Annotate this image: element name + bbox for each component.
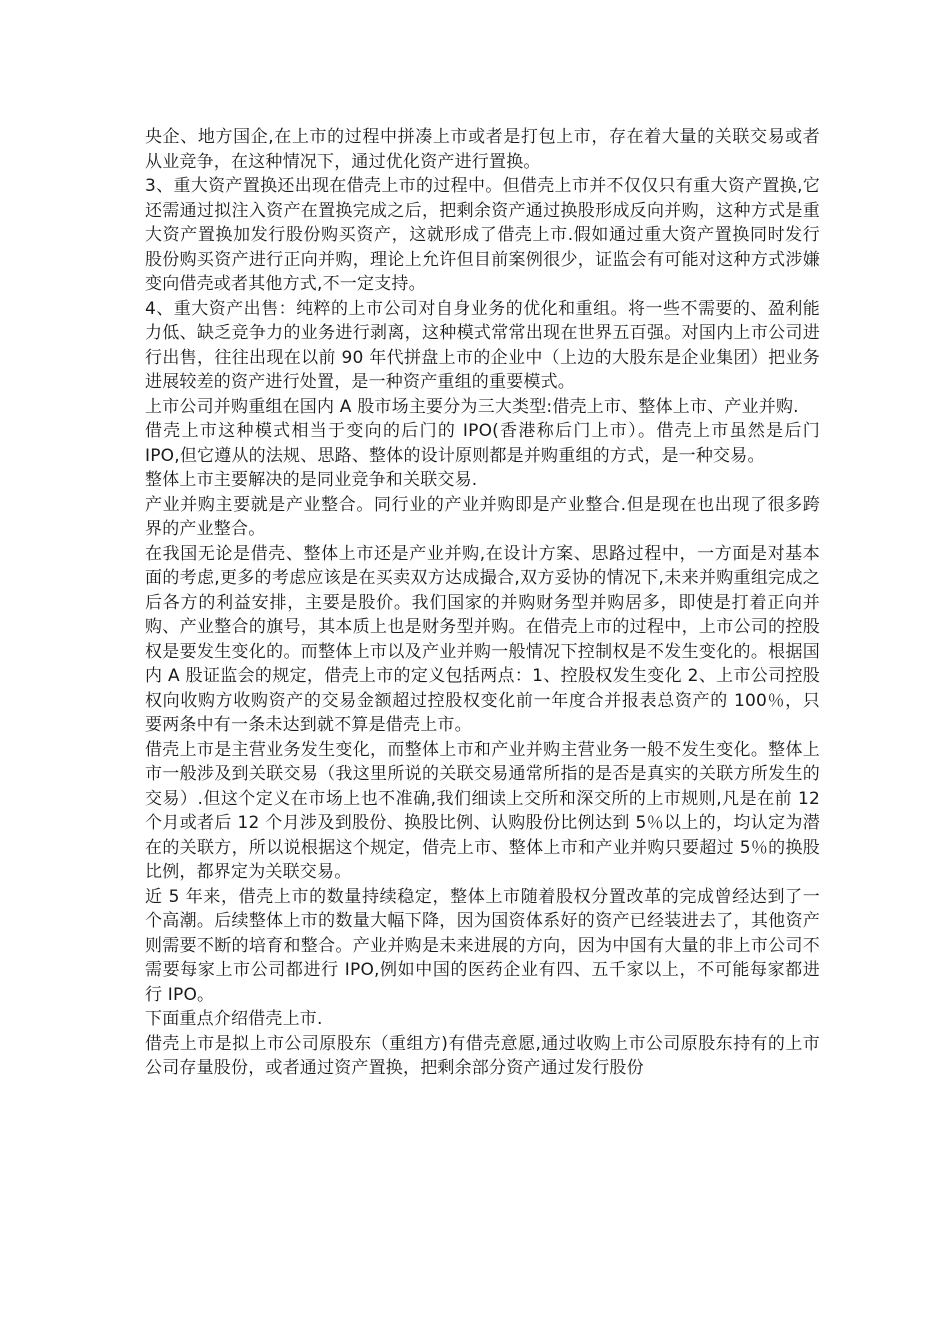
- paragraph-10: 近 5 年来，借壳上市的数量持续稳定，整体上市随着股权分置改革的完成曾经达到了一个高潮。后续整体上市的数量大幅下降，因为国资体系好的资产已经装进去了，其他资产则需要不断的培育和整合。产业并购是未来进展的方向，因为中国有大量的非上市公司不需要每家上市公司都进行 IPO,例如中国的医药企业有四、五千家以上，不可能每家都进行 IPO。: [145, 886, 820, 1005]
- document-body: [145, 125, 820, 1081]
- paragraph-7: 产业并购主要就是产业整合。同行业的产业并购即是产业整合.但是现在也出现了很多跨界的产业整合。: [145, 494, 820, 539]
- paragraph-9: 借壳上市是主营业务发生变化，而整体上市和产业并购主营业务一般不发生变化。整体上市一般涉及到关联交易（我这里所说的关联交易通常所指的是否是真实的关联方所发生的交易）.但这个定义在市场上也不准确,我们细读上交所和深交所的上市规则,凡是在前 12 个月或者后 12 个月涉及到股份、换股比例、认购股份比例达到 5％以上的，均认定为潜在的关联方，所以说根据这个规定，借壳上市、整体上市和产业并购只要超过 5％的换股比例，都界定为关联交易。: [145, 739, 820, 882]
- paragraph-2: 3、重大资产置换还出现在借壳上市的过程中。但借壳上市并不仅仅只有重大资产置换,它还需通过拟注入资产在置换完成之后，把剩余资产通过换股形成反向并购，这种方式是重大资产置换加发行股份购买资产，这就形成了借壳上市.假如通过重大资产置换同时发行股份购买资产进行正向并购，理论上允许但目前案例很少，证监会有可能对这种方式涉嫌变向借壳或者其他方式,不一定支持。: [145, 176, 820, 294]
- paragraph-4: 上市公司并购重组在国内 A 股市场主要分为三大类型:借壳上市、整体上市、产业并购.: [145, 396, 799, 417]
- paragraph-11: 下面重点介绍借壳上市.: [145, 1009, 323, 1029]
- paragraph-12: 借壳上市是拟上市公司原股东（重组方)有借壳意愿,通过收购上市公司原股东持有的上市公司存量股份，或者通过资产置换，把剩余部分资产通过发行股份: [145, 1033, 820, 1078]
- paragraph-5: 借壳上市这种模式相当于变向的后门的 IPO(香港称后门上市）。借壳上市虽然是后门 IPO,但它遵从的法规、思路、整体的设计原则都是并购重组的方式，是一种交易。: [145, 421, 820, 466]
- paragraph-6: 整体上市主要解决的是同业竞争和关联交易.: [145, 470, 478, 490]
- paragraph-3: 4、重大资产出售：纯粹的上市公司对自身业务的优化和重组。将一些不需要的、盈利能力低、缺乏竞争力的业务进行剥离，这种模式常常出现在世界五百强。对国内上市公司进行出售，往往出现在以前 90 年代拼盘上市的企业中（上边的大股东是企业集团）把业务进展较差的资产进行处置，是一种资产重组的重要模式。: [145, 298, 820, 392]
- paragraph-8: 在我国无论是借壳、整体上市还是产业并购,在设计方案、思路过程中，一方面是对基本面的考虑,更多的考虑应该是在买卖双方达成撮合,双方妥协的情况下,未来并购重组完成之后各方的利益安排，主要是股价。我们国家的并购财务型并购居多，即使是打着正向并购、产业整合的旗号，其本质上也是财务型并购。在借壳上市的过程中，上市公司的控股权是要发生变化的。而整体上市以及产业并购一般情况下控制权是不发生变化的。根据国内 A 股证监会的规定，借壳上市的定义包括两点：1、控股权发生变化 2、上市公司控股权向收购方收购资产的交易金额超过控股权变化前一年度合并报表总资产的 100％，只要两条中有一条未达到就不算是借壳上市。: [145, 543, 820, 735]
- paragraph-1: 央企、地方国企,在上市的过程中拼凑上市或者是打包上市，存在着大量的关联交易或者从业竞争，在这种情况下，通过优化资产进行置换。: [145, 127, 820, 172]
